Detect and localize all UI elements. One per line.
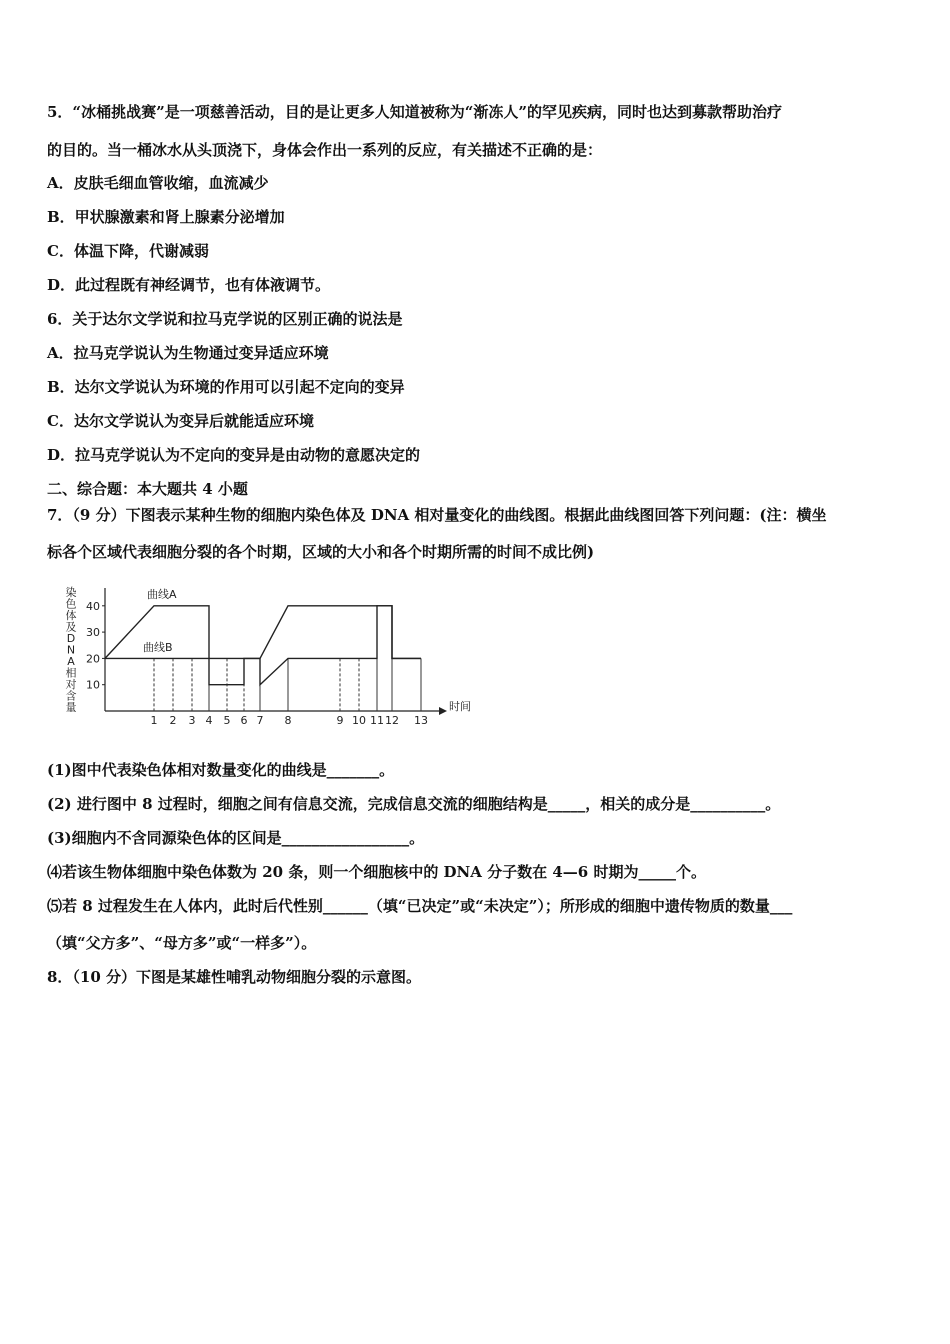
- q6-option-d: D．拉马克学说认为不定向的变异是由动物的意愿决定的: [47, 446, 421, 464]
- q7-sub5-cont: （填“父方多”、“母方多”或“一样多”）。: [47, 934, 317, 952]
- x-tick-label: 13: [414, 714, 428, 727]
- y-axis-label-char: A: [67, 655, 75, 668]
- y-axis-label-char: 染: [65, 586, 77, 599]
- x-tick-label: 11: [370, 714, 384, 727]
- y-tick-label: 30: [86, 626, 100, 640]
- q6-stem: 6．关于达尔文学说和拉马克学说的区别正确的说法是: [47, 310, 403, 328]
- x-tick-label: 9: [336, 714, 344, 727]
- q6-option-c: C．达尔文学说认为变异后就能适应环境: [47, 412, 314, 430]
- q6-option-a: A．拉马克学说认为生物通过变异适应环境: [47, 344, 329, 362]
- x-tick-label: 6: [240, 714, 248, 727]
- q7-sub1: (1)图中代表染色体相对数量变化的曲线是_______。: [47, 761, 395, 779]
- q5-option-a: A．皮肤毛细血管收缩，血流减少: [47, 174, 269, 192]
- y-axis-label-char: 相: [65, 666, 77, 680]
- x-tick-label: 12: [385, 714, 399, 727]
- x-tick-label: 7: [256, 714, 264, 727]
- q5-stem-line1: 5．“冰桶挑战赛”是一项慈善活动，目的是让更多人知道被称为“渐冻人”的罕见疾病，同时也达到募款帮助治疗: [47, 103, 782, 121]
- y-axis-label-char: 量: [65, 701, 77, 714]
- q7-stem-line1: 7．（9 分）下图表示某种生物的细胞内染色体及 DNA 相对量变化的曲线图。根据此曲线图回答下列问题：(注：横坐: [47, 506, 827, 524]
- y-tick-label: 40: [86, 599, 100, 613]
- x-axis-label: 时间: [449, 700, 471, 713]
- x-tick-label: 5: [223, 714, 231, 727]
- y-axis-label-char: 及: [65, 620, 77, 634]
- y-axis-label-char: D: [66, 632, 76, 645]
- y-axis-label-char: 含: [65, 689, 77, 703]
- y-axis-label-char: 体: [65, 609, 77, 622]
- q6-option-b: B．达尔文学说认为环境的作用可以引起不定向的变异: [47, 378, 405, 396]
- y-tick-label: 20: [86, 652, 100, 666]
- q7-sub2: (2) 进行图中 8 过程时，细胞之间有信息交流，完成信息交流的细胞结构是_____，相关的成分是__________。: [47, 795, 781, 813]
- x-tick-label: 10: [352, 714, 366, 727]
- x-tick-label: 4: [205, 714, 213, 727]
- q5-stem-line2: 的目的。当一桶冰水从头顶浇下，身体会作出一系列的反应，有关描述不正确的是：: [47, 141, 603, 159]
- section-heading: 二、综合题：本大题共 4 小题: [47, 480, 248, 498]
- y-axis-label-char: 色: [65, 597, 77, 611]
- x-tick-label: 2: [169, 714, 177, 727]
- q7-stem-line2: 标各个区域代表细胞分裂的各个时期，区域的大小和各个时期所需的时间不成比例): [47, 543, 595, 561]
- q5-option-c: C．体温下降，代谢减弱: [47, 242, 209, 260]
- curve-a-label: 曲线A: [147, 588, 177, 601]
- y-tick-label: 10: [86, 678, 100, 692]
- x-tick-label: 3: [188, 714, 196, 727]
- q5-option-b: B．甲状腺激素和肾上腺素分泌增加: [47, 208, 285, 226]
- q7-sub5: ⑸若 8 过程发生在人体内，此时后代性别______（填“已决定”或“未决定”）；所形成的细胞中遗传物质的数量___: [47, 897, 793, 915]
- x-axis-arrow: [439, 707, 447, 715]
- y-axis-label-char: N: [66, 643, 76, 657]
- x-tick-label: 1: [150, 714, 158, 727]
- q7-sub4: ⑷若该生物体细胞中染色体数为 20 条，则一个细胞核中的 DNA 分子数在 4—6 时期为_____个。: [47, 863, 706, 881]
- curve-b-label: 曲线B: [143, 641, 173, 654]
- x-tick-label: 8: [284, 714, 292, 727]
- chromosome-dna-chart: [47, 578, 483, 732]
- y-axis-label-char: 对: [65, 678, 77, 691]
- q8-stem: 8．（10 分）下图是某雄性哺乳动物细胞分裂的示意图。: [47, 968, 422, 986]
- q5-option-d: D．此过程既有神经调节，也有体液调节。: [47, 276, 331, 294]
- q7-sub3: (3)细胞内不含同源染色体的区间是_________________。: [47, 829, 425, 847]
- chart-svg: [47, 578, 483, 732]
